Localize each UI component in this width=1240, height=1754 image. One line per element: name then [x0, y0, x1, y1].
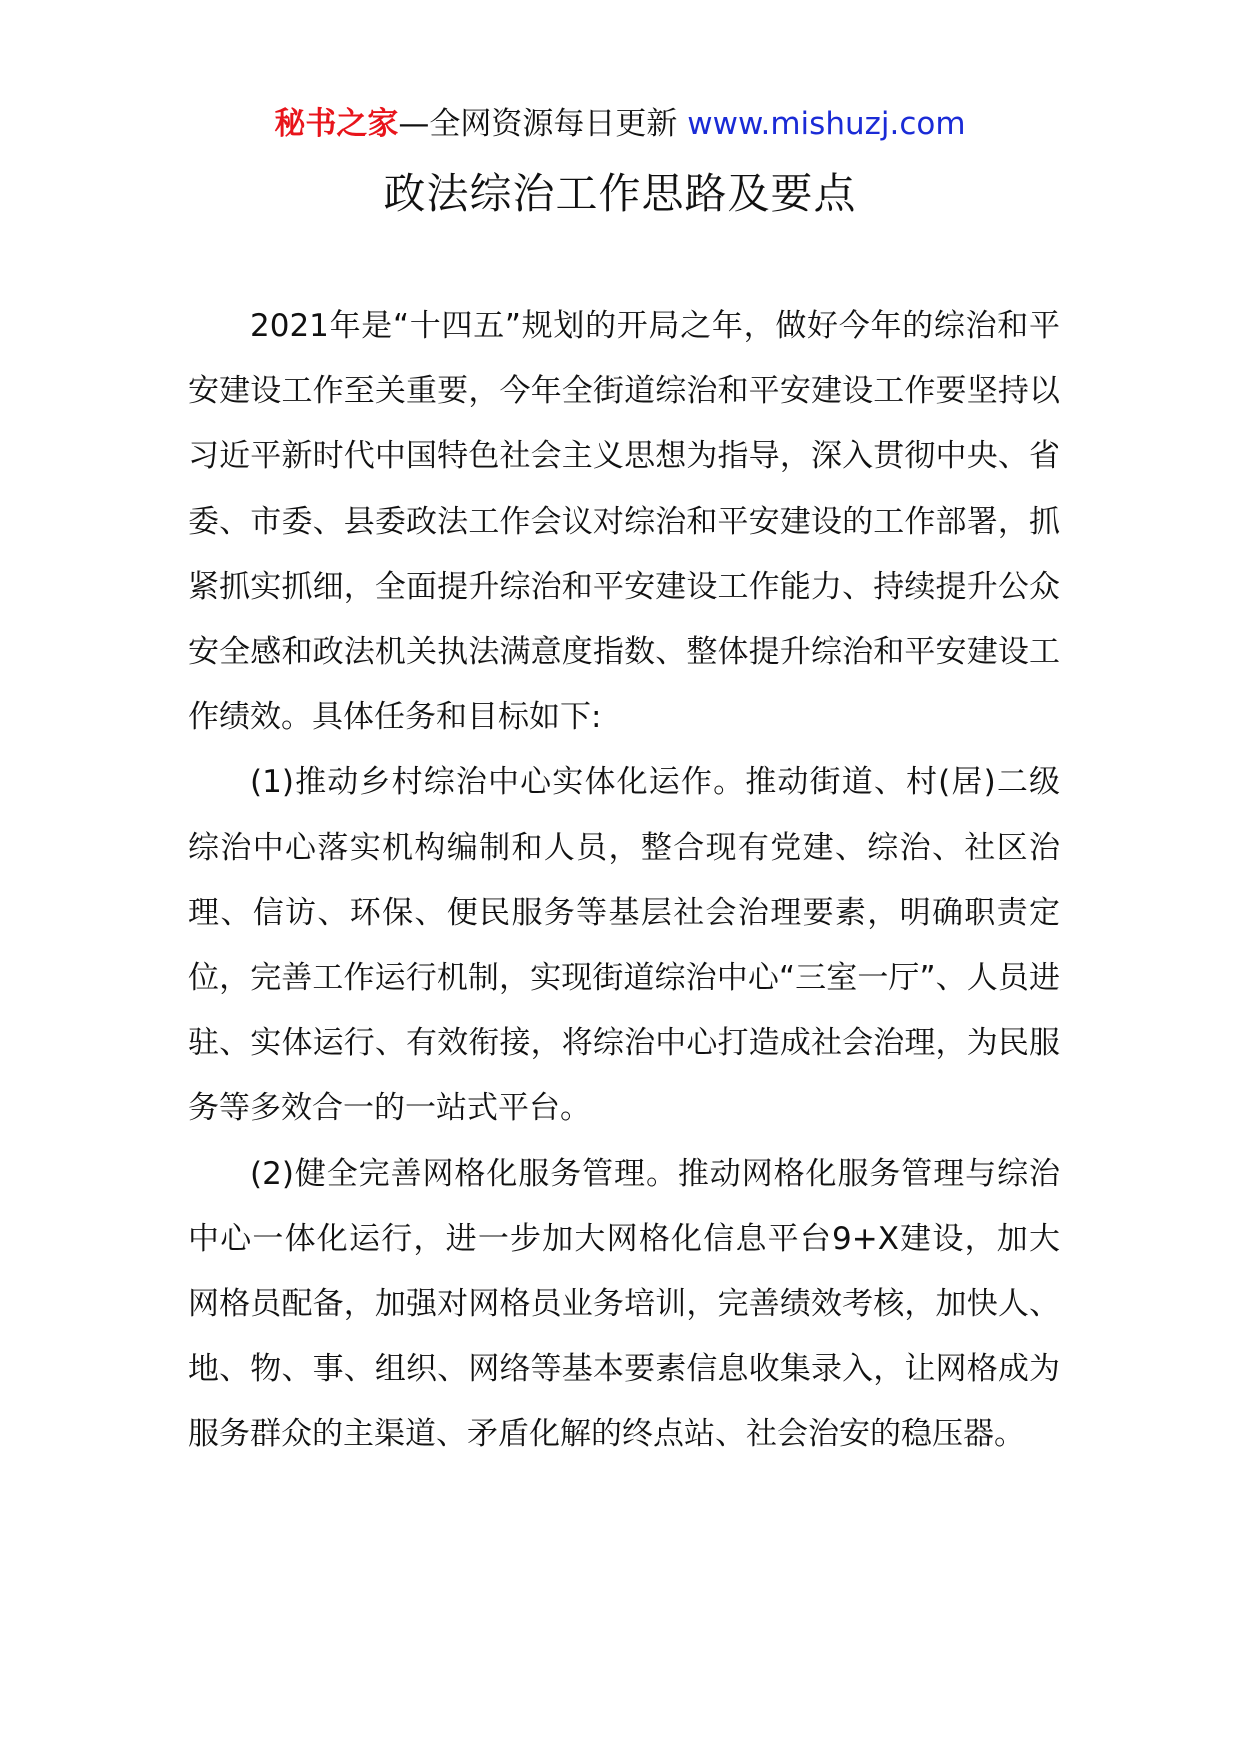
site-url-link[interactable]: www.mishuzj.com: [687, 106, 966, 142]
paragraph-intro: 2021年是“十四五”规划的开局之年，做好今年的综治和平安建设工作至关重要，今年全街道综治和平安建设工作要坚持以习近平新时代中国特色社会主义思想为指导，深入贯彻中央、省委、市委、县委政法工作会议对综治和平安建设的工作部署，抓紧抓实抓细，全面提升综治和平安建设工作能力、持续提升公众安全感和政法机关执法满意度指数、整体提升综治和平安建设工作绩效。具体任务和目标如下:: [188, 308, 1060, 736]
paragraph-point-2: (2)健全完善网格化服务管理。推动网格化服务管理与综治中心一体化运行，进一步加大网格化信息平台9+X建设，加大网格员配备，加强对网格员业务培训，完善绩效考核，加快人、地、物、事、组织、网络等基本要素信息收集录入，让网格成为服务群众的主渠道、矛盾化解的终点站、社会治安的稳压器。: [188, 1155, 1060, 1453]
document-title: 政法综治工作思路及要点: [383, 169, 857, 218]
document-body: [188, 294, 1060, 1468]
paragraph-point-1: (1)推动乡村综治中心实体化运作。推动街道、村(居)二级综治中心落实机构编制和人员，整合现有党建、综治、社区治理、信访、环保、便民服务等基层社会治理要素，明确职责定位，完善工作运行机制，实现街道综治中心“三室一厅”、人员进驻、实体运行、有效衔接，将综治中心打造成社会治理，为民服务等多效合一的一站式平台。: [188, 764, 1060, 1127]
header-tagline: —全网资源每日更新: [398, 106, 678, 142]
brand-name: 秘书之家: [274, 106, 399, 142]
site-header: [0, 104, 1240, 144]
